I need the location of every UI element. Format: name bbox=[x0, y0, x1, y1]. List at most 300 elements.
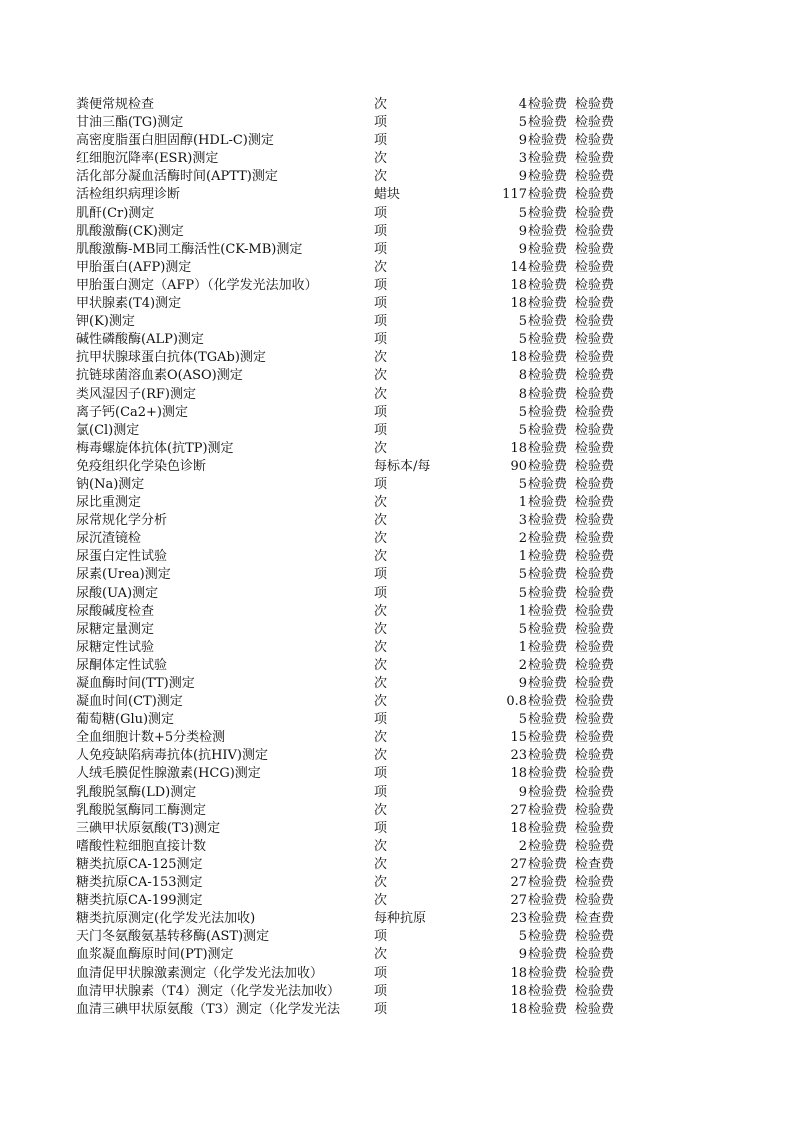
item-name-cell: 钠(Na)测定 bbox=[76, 476, 145, 492]
price-cell: 2 bbox=[518, 531, 527, 547]
fee-type-cell: 检验费 bbox=[575, 929, 615, 945]
item-name-cell: 糖类抗原CA-125测定 bbox=[76, 856, 203, 872]
fee-type-cell: 检验费 bbox=[575, 368, 615, 384]
item-name-cell: 凝血时间(CT)测定 bbox=[76, 694, 183, 710]
unit-cell: 次 bbox=[374, 947, 388, 963]
fee-type-cell: 检验费 bbox=[575, 676, 615, 691]
price-cell: 23 bbox=[510, 911, 527, 927]
table-row bbox=[0, 349, 793, 367]
fee-category-cell: 检验费 bbox=[528, 223, 568, 239]
item-name-cell: 钾(K)测定 bbox=[76, 314, 135, 330]
price-cell: 23 bbox=[510, 748, 527, 764]
fee-category-cell: 检验费 bbox=[528, 983, 568, 999]
price-cell: 18 bbox=[510, 1001, 527, 1017]
price-cell: 9 bbox=[518, 133, 527, 149]
fee-type-cell: 检验费 bbox=[575, 784, 615, 800]
price-cell: 27 bbox=[510, 875, 527, 891]
fee-type-cell: 检查费 bbox=[575, 911, 615, 927]
item-name-cell: 乳酸脱氢酶同工酶测定 bbox=[76, 802, 207, 818]
item-name-cell: 尿糖定性试验 bbox=[76, 639, 155, 655]
fee-category-cell: 检验费 bbox=[528, 350, 568, 366]
fee-type-cell: 检验费 bbox=[575, 639, 615, 655]
price-cell: 5 bbox=[518, 205, 527, 221]
table-row bbox=[0, 512, 793, 530]
fee-category-cell: 检验费 bbox=[528, 856, 568, 872]
table-row bbox=[0, 747, 793, 765]
unit-cell: 次 bbox=[374, 694, 388, 710]
unit-cell: 次 bbox=[374, 639, 388, 655]
table-row bbox=[0, 494, 793, 512]
fee-category-cell: 检验费 bbox=[528, 115, 568, 131]
fee-type-cell: 检验费 bbox=[575, 277, 615, 293]
item-name-cell: 甘油三酯(TG)测定 bbox=[76, 115, 184, 131]
fee-type-cell: 检验费 bbox=[575, 983, 615, 999]
fee-type-cell: 检验费 bbox=[575, 404, 615, 420]
item-name-cell: 氯(Cl)测定 bbox=[76, 422, 140, 438]
table-row bbox=[0, 585, 793, 603]
table-row bbox=[0, 313, 793, 331]
fee-category-cell: 检验费 bbox=[528, 422, 568, 438]
fee-type-cell: 检验费 bbox=[575, 495, 615, 511]
table-row bbox=[0, 295, 793, 313]
unit-cell: 项 bbox=[374, 929, 388, 945]
item-name-cell: 尿酸(UA)测定 bbox=[76, 585, 159, 601]
table-row bbox=[0, 802, 793, 820]
fee-category-cell: 检验费 bbox=[528, 947, 568, 963]
item-name-cell: 乳酸脱氢酶(LD)测定 bbox=[76, 784, 197, 800]
fee-type-cell: 检验费 bbox=[575, 567, 615, 583]
fee-category-cell: 检验费 bbox=[528, 820, 568, 836]
fee-type-cell: 检查费 bbox=[575, 856, 615, 872]
fee-category-cell: 检验费 bbox=[528, 332, 568, 348]
table-row bbox=[0, 820, 793, 838]
fee-category-cell: 检验费 bbox=[528, 205, 568, 221]
unit-cell: 次 bbox=[374, 838, 388, 854]
fee-category-cell: 检验费 bbox=[528, 169, 568, 185]
unit-cell: 次 bbox=[374, 368, 388, 384]
table-row bbox=[0, 150, 793, 168]
fee-type-cell: 检验费 bbox=[575, 893, 615, 909]
fee-type-cell: 检验费 bbox=[575, 422, 615, 438]
price-cell: 5 bbox=[518, 567, 527, 583]
fee-category-cell: 检验费 bbox=[528, 567, 568, 583]
item-name-cell: 肌酐(Cr)测定 bbox=[76, 205, 155, 221]
item-name-cell: 尿素(Urea)测定 bbox=[76, 567, 171, 583]
price-cell: 5 bbox=[518, 585, 527, 601]
price-cell: 27 bbox=[510, 802, 527, 818]
table-row bbox=[0, 892, 793, 910]
price-cell: 14 bbox=[510, 259, 527, 275]
table-row bbox=[0, 639, 793, 657]
fee-category-cell: 检验费 bbox=[528, 513, 568, 529]
item-name-cell: 粪便常规检查 bbox=[76, 97, 155, 112]
unit-cell: 次 bbox=[374, 802, 388, 818]
item-name-cell: 尿比重测定 bbox=[76, 495, 142, 511]
item-name-cell: 甲胎蛋白测定（AFP）（化学发光法加收） bbox=[76, 277, 318, 293]
fee-type-cell: 检验费 bbox=[575, 820, 615, 836]
table-row bbox=[0, 603, 793, 621]
unit-cell: 次 bbox=[374, 151, 388, 167]
unit-cell: 项 bbox=[374, 965, 388, 981]
price-list-table bbox=[0, 96, 793, 1019]
item-name-cell: 免疫组织化学染色诊断 bbox=[76, 458, 207, 474]
unit-cell: 项 bbox=[374, 585, 388, 601]
price-cell: 2 bbox=[518, 657, 527, 673]
price-cell: 18 bbox=[510, 350, 527, 366]
price-cell: 18 bbox=[510, 440, 527, 456]
table-row bbox=[0, 331, 793, 349]
table-row bbox=[0, 765, 793, 783]
item-name-cell: 梅毒螺旋体抗体(抗TP)测定 bbox=[76, 440, 234, 456]
fee-type-cell: 检验费 bbox=[575, 712, 615, 728]
table-row bbox=[0, 114, 793, 132]
item-name-cell: 尿蛋白定性试验 bbox=[76, 549, 168, 565]
unit-cell: 次 bbox=[374, 856, 388, 872]
fee-type-cell: 检验费 bbox=[575, 133, 615, 149]
table-row bbox=[0, 675, 793, 693]
item-name-cell: 抗甲状腺球蛋白抗体(TGAb)测定 bbox=[76, 350, 266, 366]
fee-category-cell: 检验费 bbox=[528, 241, 568, 257]
unit-cell: 次 bbox=[374, 676, 388, 691]
fee-category-cell: 检验费 bbox=[528, 893, 568, 909]
fee-type-cell: 检验费 bbox=[575, 205, 615, 221]
unit-cell: 次 bbox=[374, 169, 388, 185]
fee-type-cell: 检验费 bbox=[575, 531, 615, 547]
fee-type-cell: 检验费 bbox=[575, 965, 615, 981]
unit-cell: 项 bbox=[374, 223, 388, 239]
unit-cell: 次 bbox=[374, 730, 388, 746]
item-name-cell: 活化部分凝血活酶时间(APTT)测定 bbox=[76, 169, 278, 185]
item-name-cell: 尿常规化学分析 bbox=[76, 513, 168, 529]
fee-type-cell: 检验费 bbox=[575, 476, 615, 492]
item-name-cell: 活检组织病理诊断 bbox=[76, 187, 181, 203]
table-row bbox=[0, 458, 793, 476]
item-name-cell: 甲状腺素(T4)测定 bbox=[76, 296, 182, 312]
price-cell: 5 bbox=[518, 476, 527, 492]
price-cell: 9 bbox=[518, 947, 527, 963]
fee-category-cell: 检验费 bbox=[528, 929, 568, 945]
table-row bbox=[0, 223, 793, 241]
unit-cell: 项 bbox=[374, 820, 388, 836]
table-row bbox=[0, 422, 793, 440]
fee-type-cell: 检验费 bbox=[575, 332, 615, 348]
fee-category-cell: 检验费 bbox=[528, 386, 568, 402]
table-row bbox=[0, 132, 793, 150]
fee-type-cell: 检验费 bbox=[575, 97, 615, 112]
fee-category-cell: 检验费 bbox=[528, 187, 568, 203]
table-row bbox=[0, 856, 793, 874]
fee-type-cell: 检验费 bbox=[575, 259, 615, 275]
unit-cell: 次 bbox=[374, 97, 388, 112]
table-row bbox=[0, 784, 793, 802]
table-row bbox=[0, 277, 793, 295]
unit-cell: 项 bbox=[374, 983, 388, 999]
price-cell: 8 bbox=[518, 386, 527, 402]
fee-category-cell: 检验费 bbox=[528, 694, 568, 710]
fee-category-cell: 检验费 bbox=[528, 531, 568, 547]
fee-category-cell: 检验费 bbox=[528, 730, 568, 746]
fee-type-cell: 检验费 bbox=[575, 169, 615, 185]
price-cell: 2 bbox=[518, 838, 527, 854]
price-cell: 117 bbox=[502, 187, 527, 203]
item-name-cell: 离子钙(Ca2+)测定 bbox=[76, 404, 189, 420]
table-row bbox=[0, 729, 793, 747]
unit-cell: 次 bbox=[374, 531, 388, 547]
unit-cell: 项 bbox=[374, 784, 388, 800]
table-row bbox=[0, 168, 793, 186]
price-cell: 5 bbox=[518, 115, 527, 131]
item-name-cell: 葡萄糖(Glu)测定 bbox=[76, 712, 175, 728]
table-row bbox=[0, 874, 793, 892]
fee-category-cell: 检验费 bbox=[528, 440, 568, 456]
fee-type-cell: 检验费 bbox=[575, 458, 615, 474]
price-cell: 18 bbox=[510, 296, 527, 312]
price-cell: 9 bbox=[518, 223, 527, 239]
fee-type-cell: 检验费 bbox=[575, 802, 615, 818]
price-cell: 9 bbox=[518, 784, 527, 800]
table-row bbox=[0, 259, 793, 277]
item-name-cell: 血清三碘甲状原氨酸（T3）测定（化学发光法 bbox=[76, 1001, 340, 1017]
price-cell: 5 bbox=[518, 314, 527, 330]
fee-type-cell: 检验费 bbox=[575, 603, 615, 619]
fee-category-cell: 检验费 bbox=[528, 784, 568, 800]
table-row bbox=[0, 621, 793, 639]
price-cell: 3 bbox=[518, 513, 527, 529]
unit-cell: 每种抗原 bbox=[374, 911, 427, 927]
item-name-cell: 糖类抗原测定(化学发光法加收) bbox=[76, 911, 256, 927]
fee-category-cell: 检验费 bbox=[528, 495, 568, 511]
fee-type-cell: 检验费 bbox=[575, 766, 615, 782]
unit-cell: 次 bbox=[374, 386, 388, 402]
fee-category-cell: 检验费 bbox=[528, 838, 568, 854]
price-cell: 0.8 bbox=[506, 694, 527, 710]
table-row bbox=[0, 96, 793, 114]
unit-cell: 次 bbox=[374, 513, 388, 529]
item-name-cell: 尿酮体定性试验 bbox=[76, 657, 168, 673]
fee-category-cell: 检验费 bbox=[528, 549, 568, 565]
fee-type-cell: 检验费 bbox=[575, 386, 615, 402]
fee-type-cell: 检验费 bbox=[575, 657, 615, 673]
item-name-cell: 尿沉渣镜检 bbox=[76, 531, 142, 547]
unit-cell: 次 bbox=[374, 748, 388, 764]
unit-cell: 次 bbox=[374, 350, 388, 366]
fee-type-cell: 检验费 bbox=[575, 115, 615, 131]
table-row bbox=[0, 440, 793, 458]
fee-type-cell: 检验费 bbox=[575, 947, 615, 963]
unit-cell: 项 bbox=[374, 422, 388, 438]
unit-cell: 项 bbox=[374, 332, 388, 348]
fee-type-cell: 检验费 bbox=[575, 585, 615, 601]
item-name-cell: 甲胎蛋白(AFP)测定 bbox=[76, 259, 192, 275]
fee-type-cell: 检验费 bbox=[575, 241, 615, 257]
price-cell: 5 bbox=[518, 929, 527, 945]
price-cell: 27 bbox=[510, 893, 527, 909]
fee-type-cell: 检验费 bbox=[575, 440, 615, 456]
price-cell: 18 bbox=[510, 965, 527, 981]
fee-type-cell: 检验费 bbox=[575, 223, 615, 239]
price-cell: 9 bbox=[518, 169, 527, 185]
price-cell: 5 bbox=[518, 332, 527, 348]
table-row bbox=[0, 367, 793, 385]
unit-cell: 每标本/每 bbox=[374, 458, 431, 474]
item-name-cell: 血清甲状腺素（T4）测定（化学发光法加收） bbox=[76, 983, 340, 999]
item-name-cell: 三碘甲状原氨酸(T3)测定 bbox=[76, 820, 221, 836]
unit-cell: 项 bbox=[374, 567, 388, 583]
unit-cell: 项 bbox=[374, 476, 388, 492]
fee-type-cell: 检验费 bbox=[575, 314, 615, 330]
table-row bbox=[0, 205, 793, 223]
item-name-cell: 凝血酶时间(TT)测定 bbox=[76, 676, 195, 691]
item-name-cell: 人免疫缺陷病毒抗体(抗HIV)测定 bbox=[76, 748, 269, 764]
price-cell: 5 bbox=[518, 404, 527, 420]
fee-category-cell: 检验费 bbox=[528, 1001, 568, 1017]
fee-category-cell: 检验费 bbox=[528, 965, 568, 981]
fee-category-cell: 检验费 bbox=[528, 296, 568, 312]
table-row bbox=[0, 476, 793, 494]
item-name-cell: 糖类抗原CA-153测定 bbox=[76, 875, 203, 891]
price-cell: 1 bbox=[518, 495, 527, 511]
item-name-cell: 尿酸碱度检查 bbox=[76, 603, 155, 619]
unit-cell: 项 bbox=[374, 296, 388, 312]
item-name-cell: 人绒毛膜促性腺激素(HCG)测定 bbox=[76, 766, 261, 782]
fee-category-cell: 检验费 bbox=[528, 875, 568, 891]
fee-category-cell: 检验费 bbox=[528, 97, 568, 112]
unit-cell: 次 bbox=[374, 657, 388, 673]
table-row bbox=[0, 241, 793, 259]
item-name-cell: 全血细胞计数+5分类检测 bbox=[76, 730, 226, 746]
fee-category-cell: 检验费 bbox=[528, 368, 568, 384]
fee-category-cell: 检验费 bbox=[528, 657, 568, 673]
unit-cell: 次 bbox=[374, 495, 388, 511]
unit-cell: 蜡块 bbox=[374, 187, 401, 203]
price-cell: 1 bbox=[518, 639, 527, 655]
item-name-cell: 高密度脂蛋白胆固醇(HDL-C)测定 bbox=[76, 133, 274, 149]
unit-cell: 项 bbox=[374, 277, 388, 293]
item-name-cell: 糖类抗原CA-199测定 bbox=[76, 893, 203, 909]
price-cell: 18 bbox=[510, 766, 527, 782]
unit-cell: 次 bbox=[374, 875, 388, 891]
item-name-cell: 红细胞沉降率(ESR)测定 bbox=[76, 151, 219, 167]
fee-category-cell: 检验费 bbox=[528, 639, 568, 655]
price-cell: 8 bbox=[518, 368, 527, 384]
fee-type-cell: 检验费 bbox=[575, 296, 615, 312]
item-name-cell: 天门冬氨酸氨基转移酶(AST)测定 bbox=[76, 929, 270, 945]
fee-category-cell: 检验费 bbox=[528, 404, 568, 420]
unit-cell: 次 bbox=[374, 259, 388, 275]
unit-cell: 项 bbox=[374, 404, 388, 420]
table-row bbox=[0, 983, 793, 1001]
fee-type-cell: 检验费 bbox=[575, 875, 615, 891]
fee-category-cell: 检验费 bbox=[528, 712, 568, 728]
table-row bbox=[0, 186, 793, 204]
table-row bbox=[0, 711, 793, 729]
fee-category-cell: 检验费 bbox=[528, 476, 568, 492]
fee-category-cell: 检验费 bbox=[528, 458, 568, 474]
unit-cell: 项 bbox=[374, 712, 388, 728]
price-cell: 18 bbox=[510, 983, 527, 999]
fee-category-cell: 检验费 bbox=[528, 585, 568, 601]
price-cell: 3 bbox=[518, 151, 527, 167]
item-name-cell: 抗链球菌溶血素O(ASO)测定 bbox=[76, 368, 243, 384]
fee-category-cell: 检验费 bbox=[528, 314, 568, 330]
fee-category-cell: 检验费 bbox=[528, 603, 568, 619]
price-cell: 27 bbox=[510, 856, 527, 872]
price-cell: 15 bbox=[510, 730, 527, 746]
table-row bbox=[0, 1001, 793, 1019]
table-row bbox=[0, 530, 793, 548]
table-row bbox=[0, 404, 793, 422]
price-cell: 18 bbox=[510, 277, 527, 293]
unit-cell: 项 bbox=[374, 133, 388, 149]
price-cell: 1 bbox=[518, 603, 527, 619]
price-cell: 18 bbox=[510, 820, 527, 836]
table-row bbox=[0, 946, 793, 964]
unit-cell: 次 bbox=[374, 549, 388, 565]
fee-category-cell: 检验费 bbox=[528, 748, 568, 764]
fee-type-cell: 检验费 bbox=[575, 350, 615, 366]
table-row bbox=[0, 548, 793, 566]
unit-cell: 次 bbox=[374, 440, 388, 456]
fee-type-cell: 检验费 bbox=[575, 621, 615, 637]
price-cell: 1 bbox=[518, 549, 527, 565]
table-row bbox=[0, 910, 793, 928]
price-cell: 4 bbox=[518, 97, 527, 112]
table-row bbox=[0, 693, 793, 711]
fee-type-cell: 检验费 bbox=[575, 748, 615, 764]
price-cell: 5 bbox=[518, 621, 527, 637]
unit-cell: 次 bbox=[374, 893, 388, 909]
fee-category-cell: 检验费 bbox=[528, 766, 568, 782]
fee-category-cell: 检验费 bbox=[528, 151, 568, 167]
fee-category-cell: 检验费 bbox=[528, 621, 568, 637]
item-name-cell: 血清促甲状腺激素测定（化学发光法加收） bbox=[76, 965, 324, 981]
fee-type-cell: 检验费 bbox=[575, 730, 615, 746]
fee-category-cell: 检验费 bbox=[528, 259, 568, 275]
fee-type-cell: 检验费 bbox=[575, 838, 615, 854]
fee-type-cell: 检验费 bbox=[575, 187, 615, 203]
unit-cell: 项 bbox=[374, 766, 388, 782]
table-row bbox=[0, 965, 793, 983]
price-cell: 9 bbox=[518, 241, 527, 257]
item-name-cell: 肌酸激酶(CK)测定 bbox=[76, 223, 184, 239]
item-name-cell: 尿糖定量测定 bbox=[76, 621, 155, 637]
unit-cell: 项 bbox=[374, 241, 388, 257]
table-row bbox=[0, 838, 793, 856]
item-name-cell: 血浆凝血酶原时间(PT)测定 bbox=[76, 947, 234, 963]
table-row bbox=[0, 928, 793, 946]
unit-cell: 项 bbox=[374, 314, 388, 330]
unit-cell: 项 bbox=[374, 205, 388, 221]
price-cell: 5 bbox=[518, 422, 527, 438]
item-name-cell: 碱性磷酸酶(ALP)测定 bbox=[76, 332, 204, 348]
item-name-cell: 嗜酸性粒细胞直接计数 bbox=[76, 838, 207, 854]
price-cell: 90 bbox=[510, 458, 527, 474]
fee-type-cell: 检验费 bbox=[575, 151, 615, 167]
item-name-cell: 肌酸激酶-MB同工酶活性(CK-MB)测定 bbox=[76, 241, 303, 257]
fee-category-cell: 检验费 bbox=[528, 133, 568, 149]
fee-type-cell: 检验费 bbox=[575, 1001, 615, 1017]
fee-type-cell: 检验费 bbox=[575, 549, 615, 565]
price-cell: 5 bbox=[518, 712, 527, 728]
fee-category-cell: 检验费 bbox=[528, 676, 568, 691]
table-row bbox=[0, 386, 793, 404]
unit-cell: 项 bbox=[374, 115, 388, 131]
unit-cell: 项 bbox=[374, 1001, 388, 1017]
fee-category-cell: 检验费 bbox=[528, 802, 568, 818]
fee-type-cell: 检验费 bbox=[575, 694, 615, 710]
table-row bbox=[0, 657, 793, 675]
fee-category-cell: 检验费 bbox=[528, 277, 568, 293]
